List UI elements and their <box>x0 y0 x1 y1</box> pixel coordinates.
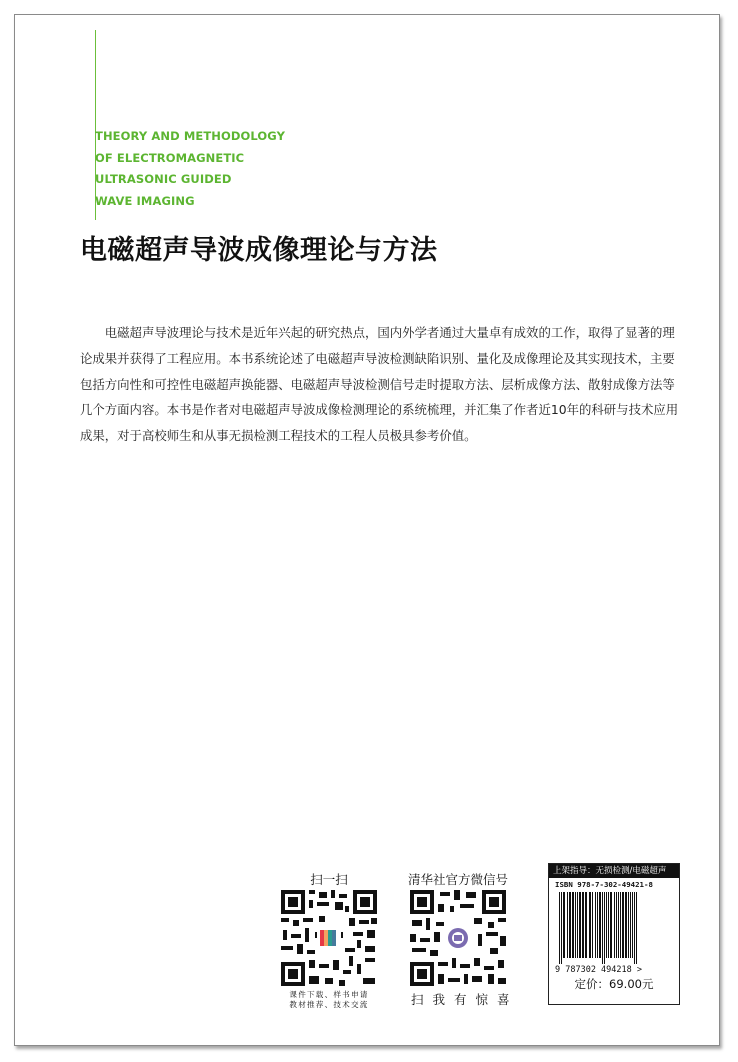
summary-line: 电磁超声导波理论与技术是近年兴起的研究热点，国内外学者通过大量卓有成效的工作，取得了显著的理 <box>80 325 675 340</box>
barcode-bar <box>599 892 601 958</box>
summary-line: 论成果并获得了工程应用。本书系统论述了电磁超声导波检测缺陷识别、量化及成像理论及其实现技术，主要 <box>80 350 675 366</box>
barcode-bar <box>628 892 629 958</box>
chinese-title: 电磁超声导波成像理论与方法 <box>80 235 438 266</box>
barcode-bar <box>636 892 637 964</box>
barcode-bar <box>572 892 574 958</box>
barcode-bar <box>610 892 612 958</box>
isbn-number: ISBN 978-7-302-49421-8 <box>555 880 653 889</box>
barcode-bar <box>575 892 576 958</box>
barcode-bar <box>561 892 562 964</box>
barcode-bar <box>569 892 571 958</box>
barcode-bar <box>632 892 633 958</box>
barcode-digits: 9 787302 494218 > <box>555 965 642 974</box>
barcode-icon <box>555 892 675 974</box>
barcode-bar <box>616 892 617 958</box>
qr-scan-caption <box>276 990 382 1010</box>
barcode-bar <box>622 892 624 958</box>
barcode-bar <box>602 892 603 964</box>
qr-scan-caption-line: 课件下载、样书申请 <box>289 990 369 999</box>
english-title <box>95 126 285 212</box>
barcode-bar <box>563 892 565 958</box>
barcode-bar <box>630 892 631 958</box>
barcode-bar <box>585 892 587 958</box>
barcode-bar <box>597 892 598 958</box>
barcode-bar <box>589 892 591 958</box>
english-title-line: OF ELECTROMAGNETIC <box>95 150 245 165</box>
barcode-bar <box>634 892 635 964</box>
barcode-bar <box>577 892 578 958</box>
barcode-bar <box>559 892 560 964</box>
english-title-line: THEORY AND METHODOLOGY <box>95 129 286 143</box>
qr-scan-block <box>276 870 382 1010</box>
summary-line: 几个方面内容。本书是作者对电磁超声导波成像检测理论的系统梳理，并汇集了作者近10年的科研与技术应用 <box>80 402 679 418</box>
summary-line: 成果，对于高校师生和从事无损检测工程技术的工程人员极具参考价值。 <box>80 428 477 444</box>
barcode-bar <box>606 892 607 958</box>
barcode-bar <box>592 892 593 958</box>
shelving-category: 上架指导：无损检测/电磁超声 <box>549 864 679 878</box>
barcode-bar <box>618 892 619 958</box>
english-title-line: ULTRASONIC GUIDED <box>95 172 232 186</box>
english-title-line: WAVE IMAGING <box>95 193 195 208</box>
qr-scan-caption-line: 教材推荐、技术交流 <box>289 1000 369 1009</box>
barcode-bar <box>614 892 615 958</box>
barcode-bar <box>582 892 584 958</box>
qr-wechat-caption: 扫我有惊喜 <box>411 992 519 1007</box>
summary-line: 包括方向性和可控性电磁超声换能器、电磁超声导波检测信号走时提取方法、层析成像方法、散射成像方法等 <box>80 376 675 392</box>
barcode-bar <box>579 892 581 958</box>
qr-code-icon[interactable] <box>279 888 379 988</box>
qr-wechat-label: 清华社官方微信号 <box>407 872 508 887</box>
barcode-bar <box>567 892 568 958</box>
qr-wechat-block <box>405 870 519 1008</box>
qr-scan-label: 扫一扫 <box>310 872 348 887</box>
qr-code-icon[interactable] <box>408 888 508 988</box>
barcode-bar <box>608 892 609 958</box>
barcode-bar <box>625 892 627 958</box>
isbn-price-box <box>548 863 680 1005</box>
book-price: 定价：69.00元 <box>574 977 654 991</box>
barcode-bar <box>620 892 621 958</box>
barcode-bar <box>604 892 605 964</box>
book-summary <box>80 320 686 449</box>
barcode-bar <box>595 892 596 958</box>
